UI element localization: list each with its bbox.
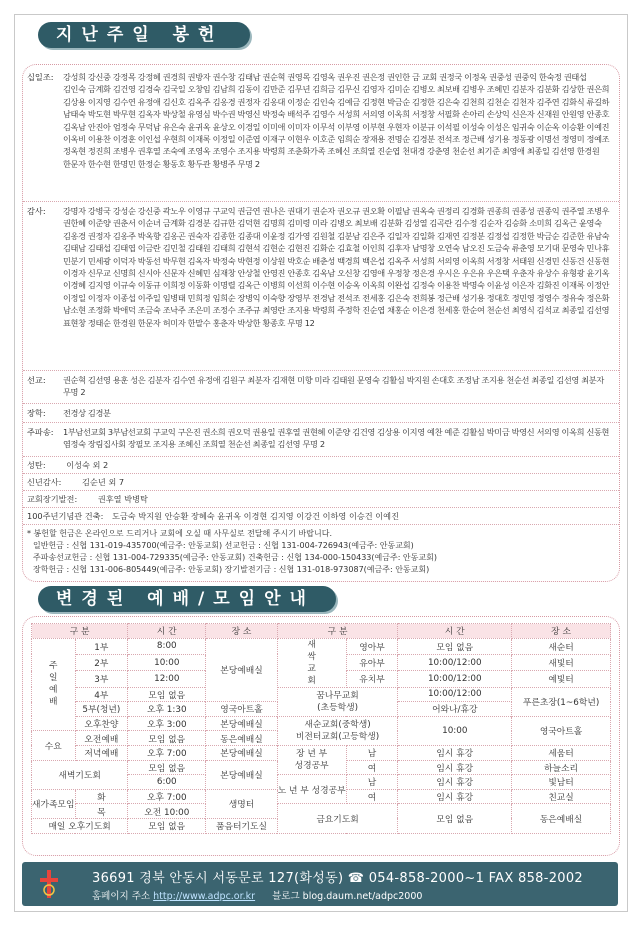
section-title-last-week-offering: 지난주일 봉헌 bbox=[38, 22, 250, 48]
offering-names: 권후열 박병탁 bbox=[97, 494, 148, 504]
service-name: 화 bbox=[75, 789, 128, 804]
service-time: 10:00 bbox=[398, 716, 512, 745]
table-header-row bbox=[32, 624, 611, 639]
homepage-link[interactable]: http://www.adpc.or.kr bbox=[153, 891, 256, 902]
offering-names: 전경상 김경분 bbox=[63, 408, 111, 418]
offering-section-mission bbox=[23, 374, 619, 402]
service-time: 12:00 bbox=[128, 671, 206, 687]
divider bbox=[23, 507, 619, 508]
group-wednesday: 수요 bbox=[32, 731, 76, 760]
offering-label: 십일조: bbox=[27, 72, 54, 82]
header-cell: 시 간 bbox=[398, 624, 512, 639]
service-time: 10:00 bbox=[128, 654, 206, 670]
church-cross-logo-icon bbox=[34, 868, 64, 900]
offering-label: 100주년기념관 건축: bbox=[27, 511, 104, 521]
service-name: 유아부 bbox=[346, 654, 398, 670]
group-new-family: 새가족모임 bbox=[32, 789, 76, 818]
offering-label: 주파송: bbox=[27, 427, 54, 437]
schedule-table bbox=[31, 623, 611, 834]
service-time: 모임 없음 bbox=[128, 818, 206, 833]
table-row bbox=[32, 687, 611, 702]
offering-names: 김순년 외 7 bbox=[82, 477, 125, 487]
service-place: 세움터 bbox=[512, 745, 611, 760]
offering-names: 강명자 강병국 강성순 강신중 곽노우 이영규 구교익 권금연 권나은 권대기 권순자 권오규 권오확 이필남 권옥숙 권정리 김경화 권종희 권종성 권종익 권주열 조병우 권한혜 이준양 권춘서 이순녀 금계화 김경분 김규한 김덕현 김명희 김미령 미라 김병오 최보배 김분화 김성열 김곡란 김수정 김순자 김승화 소미희 김옥근 윤영숙 김옹경 권정자 김옹주 박옥향 김옹곤 권숙자 김종한 김종대 이윤정 김가영 김원철 김분남 김은주 김일자 김일화 김재연 김정분 김정섭 김정한 박금순 김준한 유남숙 김태남 김태섭 김태엽 이금란 김민철 김태원 김태희 김현석 김현순 김현진 김화순 김효철 이인희 김후자 남명창 오연숙 남오진 도금숙 류춘영 모기대 문영숙 민나휴 민분기 민세광 이덕자 박동선 박무현 김옥자 박정숙 박현정 이상원 박호순 배춘성 백경희 백은섭 김옥주 서성희 서의영 이옥희 서정창 서태원 신경민 신동건 신동현 이경자 신무교 신명희 신시아 신문자 신혜민 심재창 안상철 안영진 안종호 김옥남 오신창 김영애 우정창 정은경 우시은 우은유 우은택 우춘자 유상수 유형광 윤기옥 이경혜 김지영 이규숙 이동규 이희정 이동화 이명렬 김옥근 이병희 이선희 이수현 이승옥 이옥희 이완섭 김정숙 이용찬 박명숙 이윤성 이은자 김화진 이재록 이정안 이정일 이정자 이종섭 이주일 임병태 민희정 임희순 장병익 이숙향 장영부 전경남 전석조 전세홍 김은숙 전희봉 정근배 성기용 정대호 정민영 정영수 정유숙 정은화 남소현 조정화 박애덕 조금숙 조낙주 조은미 조정수 조주규 최영란 조지용 박령희 주정학 진순엽 채홍순 이은경 천세홍 한순여 천순선 최영식 김석교 최종일 김선영 표현창 정태순 한경원 한문자 허미자 한말수 홍춘자 박상한 황종호 무명 12 bbox=[63, 206, 612, 328]
offering-label: 신년감사: bbox=[27, 477, 62, 487]
service-name: 오전예배 bbox=[75, 731, 128, 746]
service-time: 임시 휴강 bbox=[398, 745, 512, 760]
offering-names: 이성숙 외 2 bbox=[66, 460, 109, 470]
church-web-info bbox=[92, 888, 422, 902]
offering-new-year bbox=[27, 477, 124, 488]
offering-names: 도금숙 박지원 안승환 장혜숙 윤귀옥 이경현 김지영 이강건 이하영 이승건 이예진 bbox=[111, 511, 399, 521]
schedule-panel bbox=[22, 616, 620, 856]
divider bbox=[23, 456, 619, 457]
offering-section-scholarship bbox=[23, 407, 619, 421]
offering-names: 1부남선교회 3부남선교회 구교익 구은진 권소희 권오덕 권용일 권후열 권현혜 이준양 김건영 김상용 이지영 예찬 예준 김활심 박미금 박영신 서의영 이옥희 신동현 염정숙 장림집사회 장필모 조지용 조혜신 조희열 천순선 최종일 김선영 무명 2 bbox=[63, 427, 612, 450]
offering-section-thanks bbox=[23, 205, 619, 363]
service-time: 모임 없음 bbox=[128, 731, 206, 746]
offering-long-term bbox=[27, 494, 148, 505]
header-cell: 시 간 bbox=[128, 624, 206, 639]
account-info: 장학헌금 : 신협 131-006-805449(예금주: 안동교회) 장기발전기금 : 신협 131-018-973087(예금주: 안동교회) bbox=[33, 565, 430, 574]
divider bbox=[23, 524, 619, 525]
table-row bbox=[32, 745, 611, 760]
account-info: 일반헌금 : 신협 131-019-435700(예금주: 안동교회) 선교헌금 : 신협 131-004-726943(예금주: 안동교회) bbox=[33, 541, 414, 550]
header-cell: 장 소 bbox=[206, 624, 277, 639]
divider bbox=[23, 473, 619, 474]
service-place: 친교실 bbox=[512, 789, 611, 804]
header-cell: 장 소 bbox=[512, 624, 611, 639]
service-time: 8:00 bbox=[128, 638, 206, 654]
service-place: 생명터 bbox=[206, 789, 277, 818]
service-place: 새빛터 bbox=[512, 654, 611, 670]
service-place: 하늘소리 bbox=[512, 760, 611, 775]
service-name: 오후찬양 bbox=[75, 716, 128, 731]
offering-names: 강성희 강신중 강정목 강정혜 권경희 권방자 권수창 김태남 권순혁 권영목 김영옥 권우진 권은정 권인한 금 교회 권정국 이정옥 권중성 권중익 한숙정 권태섭 김인숙 금계화 김건영 김경숙 김국일 오창임 김남희 김동이 김만준 김무년 김희금 김무신 김영자 김미순 김병오 최보배 김병우 조혜민 김분자 김분화 김상한 권은희 김상용 이지영 김수연 유정애 김신호 김옥주 김옹경 권정자 김옹대 이정순 김인숙 김예금 김정현 박금순 김정한 김은숙 김천희 김천순 김천자 김주연 김화식 류길하 남태숙 박도현 박무현 김옥자 박상철 유영심 박수권 박영신 박정숙 배석주 김영수 서성희 서의영 이옥희 서정창 서필화 손아리 손상익 신은자 신재원 안원영 안종호 김옥남 안진아 엄정숙 무덕남 유은숙 윤귀옥 윤상오 이경일 이미애 이미자 이무석 이부영 이부현 우현자 이분규 이석필 이성숙 이성은 임귀숙 이순옥 이승환 이예진 이옥비 이용찬 이경훈 이인섭 우현희 이재록 이정일 이준엽 이재구 이현우 이호준 임희순 장재용 전명순 김경분 전석조 정근배 성기용 정동광 이명선 정영미 정예조 정옥현 정진희 조병우 권후열 조숙예 조영옥 조영수 조지용 박령희 조춘화가족 조혜신 조희열 진순엽 천대경 강춘영 천순선 최기준 최영애 최종일 김선영 한경원 한문자 한수현 한명민 한정순 황동호 황두관 황병주 무명 2 bbox=[63, 72, 612, 169]
blog-address: 블로그 blog.daum.net/adpc2000 bbox=[272, 891, 423, 902]
service-time: 모임 없음 bbox=[128, 760, 206, 775]
service-place: 본당예배실 bbox=[206, 638, 277, 702]
offering-label: 성탄: bbox=[27, 460, 46, 470]
service-time: 오후 7:00 bbox=[128, 789, 206, 804]
table-row bbox=[32, 638, 611, 654]
divider bbox=[23, 422, 619, 423]
service-place: 본당예배실 bbox=[206, 716, 277, 731]
group-dawn-prayer: 새벽기도회 bbox=[32, 760, 128, 789]
offering-section-main-mission bbox=[23, 426, 619, 454]
service-name: 영아부 bbox=[346, 638, 398, 654]
service-name: 4부 bbox=[75, 687, 128, 702]
service-name-youth: 새순교회(중학생) 비전터교회(고등학생) bbox=[277, 716, 398, 745]
service-name-friday-prayer: 금요기도회 bbox=[277, 804, 398, 833]
service-name: 5부(청년) bbox=[75, 702, 128, 717]
gender-cell: 남 bbox=[346, 745, 398, 760]
homepage-label: 홈페이지 주소 bbox=[92, 891, 151, 902]
service-time: 10:00/12:00 bbox=[398, 654, 512, 670]
service-name: 유치부 bbox=[346, 671, 398, 687]
divider bbox=[23, 403, 619, 404]
service-time: 6:00 bbox=[128, 775, 206, 790]
service-time: 모임 없음 bbox=[398, 638, 512, 654]
service-place: 영국아트홀 bbox=[206, 702, 277, 717]
offering-label: 선교: bbox=[27, 375, 46, 385]
group-sunday-worship: 주 일 예 배 bbox=[32, 638, 76, 731]
section-title-schedule-changes: 변경된 예배/모임안내 bbox=[38, 586, 336, 612]
service-place: 품음터기도실 bbox=[206, 818, 277, 833]
service-time: 10:00/12:00 bbox=[398, 671, 512, 687]
service-time: 임시 휴강 bbox=[398, 775, 512, 790]
divider bbox=[23, 490, 619, 491]
offering-label: 교회장기발전: bbox=[27, 494, 78, 504]
divider bbox=[23, 370, 619, 371]
service-time: 오전 10:00 bbox=[128, 804, 206, 819]
offering-christmas bbox=[27, 460, 108, 471]
service-time: 오후 7:00 bbox=[128, 745, 206, 760]
service-name-senior-bible: 노 년 부 성경공부 bbox=[277, 775, 346, 804]
offering-label: 감사: bbox=[27, 206, 46, 216]
offering-panel bbox=[22, 64, 620, 582]
header-cell: 구 분 bbox=[277, 624, 398, 639]
account-info: 주파송선교헌금 : 신협 131-004-729335(예금주: 안동교회) 건축헌금 : 신협 134-000-150433(예금주: 안동교회) bbox=[33, 553, 437, 562]
header-cell: 구 분 bbox=[32, 624, 128, 639]
service-time: 모임 없음 bbox=[398, 804, 512, 833]
offering-label: 장학: bbox=[27, 408, 46, 418]
service-time: 어와나/휴강 bbox=[398, 702, 512, 717]
offering-section-tithe bbox=[23, 71, 619, 203]
service-place: 푸른초장(1~6학년) bbox=[512, 687, 611, 716]
service-name: 2부 bbox=[75, 654, 128, 670]
offering-notice: * 봉헌할 헌금은 온라인으로 드리거나 교회에 오실 때 사무실로 전달해 주시기 바랍니다. bbox=[27, 529, 332, 538]
service-name-kkumnamu: 꿈나무교회 (초등학생) bbox=[277, 687, 398, 716]
offering-anniversary-building bbox=[27, 511, 399, 522]
gender-cell: 여 bbox=[346, 760, 398, 775]
service-place: 예빛터 bbox=[512, 671, 611, 687]
service-place: 빛남터 bbox=[512, 775, 611, 790]
service-place: 동은예배실 bbox=[512, 804, 611, 833]
service-name: 3부 bbox=[75, 671, 128, 687]
divider bbox=[23, 201, 619, 202]
service-time: 10:00/12:00 bbox=[398, 687, 512, 702]
service-name: 목 bbox=[75, 804, 128, 819]
service-name: 저녁예배 bbox=[75, 745, 128, 760]
service-name-adult-bible: 장 년 부 성경공부 bbox=[277, 745, 346, 774]
service-time: 오후 3:00 bbox=[128, 716, 206, 731]
table-row bbox=[32, 804, 611, 819]
gender-cell: 남 bbox=[346, 775, 398, 790]
service-place: 영국아트홀 bbox=[512, 716, 611, 745]
service-name-daily-prayer: 매일 오후기도회 bbox=[32, 818, 128, 833]
group-saessak-church: 새 싹 교 회 bbox=[277, 638, 346, 687]
service-time: 임시 휴강 bbox=[398, 789, 512, 804]
gender-cell: 여 bbox=[346, 789, 398, 804]
service-time: 오후 1:30 bbox=[128, 702, 206, 717]
church-footer bbox=[22, 862, 618, 906]
service-name: 1부 bbox=[75, 638, 128, 654]
service-place: 동은예배실 bbox=[206, 731, 277, 746]
service-time: 모임 없음 bbox=[128, 687, 206, 702]
service-place: 본당예배실 bbox=[206, 760, 277, 789]
offering-names: 권순혁 김선영 용훈 성은 김분자 김수연 유정애 김원구 최분자 김재현 미향 미라 김태원 문영숙 김활심 박지원 손대호 조정남 조지용 천순선 최종일 김선영 최분자 무명 2 bbox=[63, 375, 607, 398]
service-time: 임시 휴강 bbox=[398, 760, 512, 775]
church-address: 36691 경북 안동시 서동문로 127(화성동) ☎ 054-858-2000~1 FAX 858-2002 bbox=[92, 871, 583, 886]
table-row bbox=[32, 716, 611, 731]
service-place: 새순터 bbox=[512, 638, 611, 654]
service-place: 본당예배실 bbox=[206, 745, 277, 760]
